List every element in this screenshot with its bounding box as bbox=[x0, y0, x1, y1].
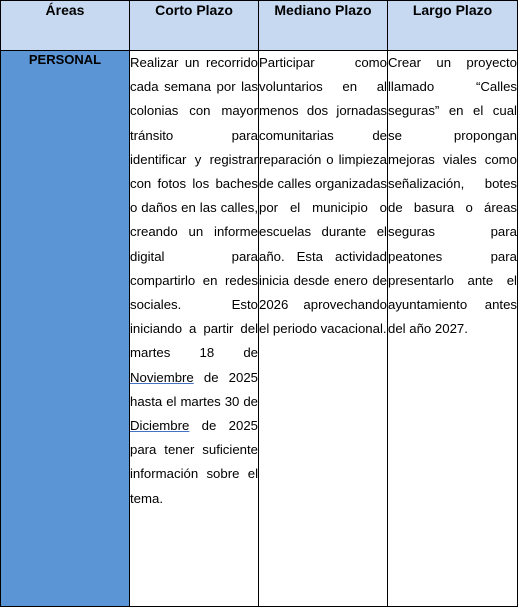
area-cell bbox=[1, 51, 130, 607]
header-areas bbox=[1, 1, 130, 51]
header-mediano-plazo bbox=[259, 1, 388, 51]
spellcheck-mark: Noviembre bbox=[130, 369, 194, 385]
mediano-plazo-text: Participar como voluntarios en al menos dos jornadas comunitarias de reparación o limpieza de calles organizadas por el municipio o escuelas durante el año. Esta actividad inicia desde enero de 2026 aprovechando el periodo vacacional. bbox=[259, 55, 387, 337]
table-row bbox=[1, 51, 518, 607]
corto-plazo-cell bbox=[130, 51, 259, 607]
header-largo-plazo bbox=[388, 1, 518, 51]
header-corto-label: Corto Plazo bbox=[155, 2, 233, 18]
mediano-plazo-cell bbox=[259, 51, 388, 607]
header-corto-plazo bbox=[130, 1, 259, 51]
largo-plazo-cell bbox=[388, 51, 518, 607]
header-largo-label: Largo Plazo bbox=[412, 2, 493, 18]
header-row bbox=[1, 1, 518, 51]
area-label: PERSONAL bbox=[28, 52, 102, 67]
largo-plazo-text: Crear un proyecto llamado “Calles seguras” en el cual se propongan mejoras viales como señalización, botes de basura o áreas seguras para peatones para presentarlo ante el ayuntamiento antes del año 2027. bbox=[388, 55, 517, 337]
corto-plazo-text: Realizar un recorrido cada semana por las colonias con mayor tránsito para identificar y registrar con fotos los baches o daños en las calles, creando un informe digital para compartirlo en redes sociales. Esto iniciando a partir del martes 18 de Noviembre de 2025 hasta el martes 30 de Diciembre de 2025 para tener suficiente información sobre el tema. bbox=[130, 55, 258, 506]
spellcheck-mark: Diciembre bbox=[130, 418, 190, 434]
header-mediano-label: Mediano Plazo bbox=[274, 2, 372, 18]
header-areas-label: Áreas bbox=[45, 2, 85, 18]
